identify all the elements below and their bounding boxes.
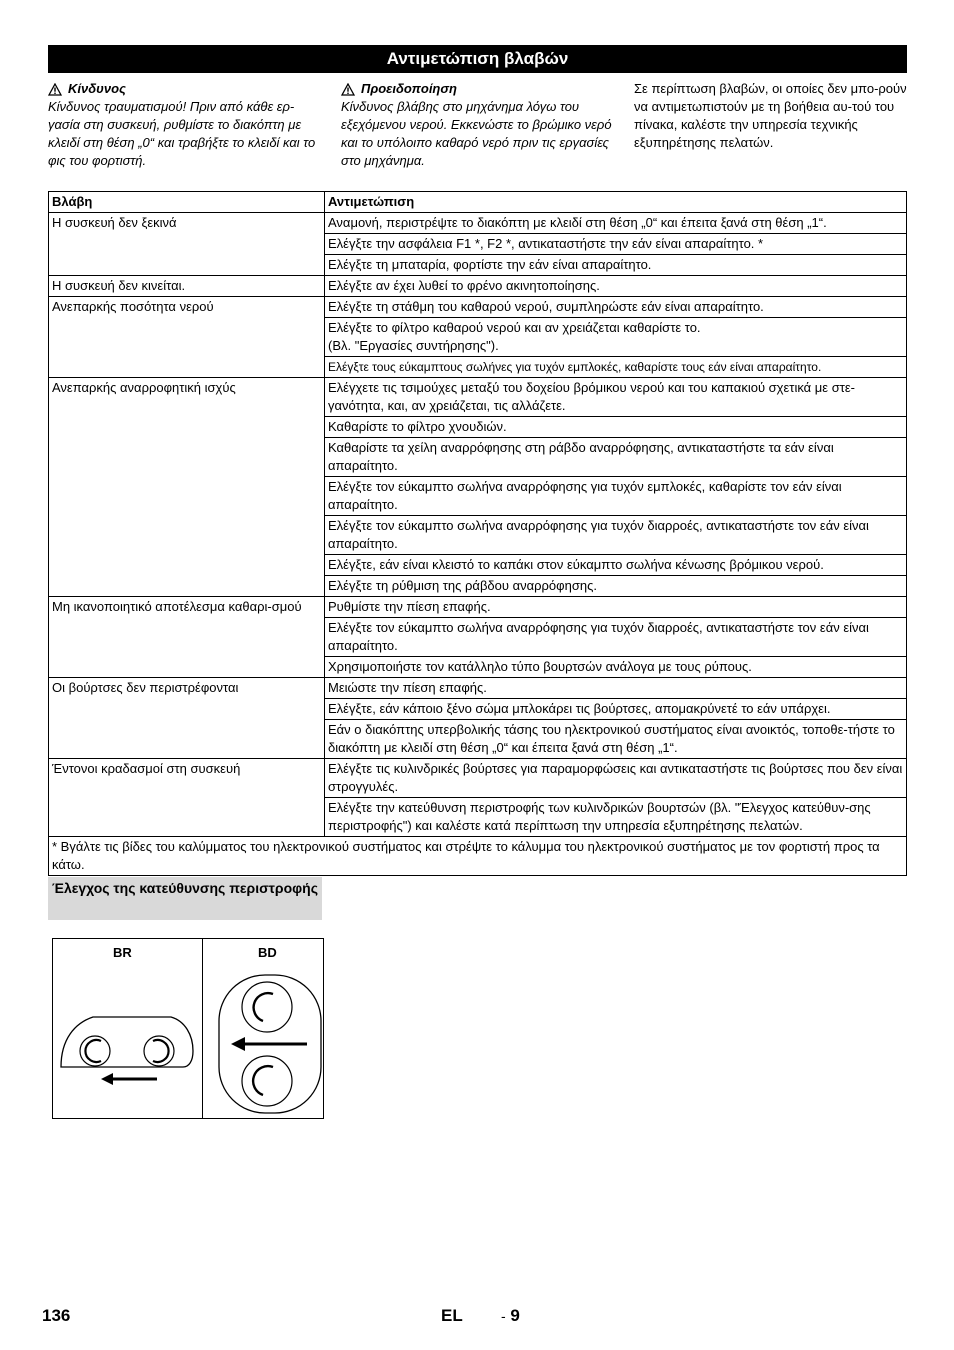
remedy-cell: Ελέγχετε τις τσιμούχες μεταξύ του δοχείου βρόμικου νερού και του καπακιού σχετικά με στε-γανότητα, και, αν χρειάζεται, τις αλλάζετε. (325, 378, 907, 417)
rotation-section-heading: Έλεγχος της κατεύθυνσης περιστροφής (48, 877, 322, 920)
fault-cell: Έντονοι κραδασμοί στη συσκευή (49, 759, 325, 837)
remedy-cell: Ελέγξτε, εάν κάποιο ξένο σώμα μπλοκάρει τις βούρτσες, απομακρύνετέ το εάν υπάρχει. (325, 699, 907, 720)
table-row (49, 276, 907, 297)
page-title: Αντιμετώπιση βλαβών (48, 45, 907, 73)
remedy-cell: Χρησιμοποιήστε τον κατάλληλο τύπο βουρτσών ανάλογα με τους ρύπους. (325, 657, 907, 678)
remedy-cell: Ελέγξτε την κατεύθυνση περιστροφής των κυλινδρικών βουρτσών (βλ. "Έλεγχος κατεύθυν-σης περιστροφής") και καλέστε κατά περίπτωση την υπηρεσία εξυπηρέτησης πελατών. (325, 798, 907, 837)
remedy-cell: Ρυθμίστε την πίεση επαφής. (325, 597, 907, 618)
remedy-cell: Ελέγξτε αν έχει λυθεί το φρένο ακινητοποίησης. (325, 276, 907, 297)
danger-heading-text: Κίνδυνος (68, 81, 126, 96)
warning-triangle-icon (48, 83, 62, 96)
language-code: EL (441, 1306, 463, 1325)
table-header-row (49, 192, 907, 213)
bd-top-brush-icon (242, 982, 292, 1032)
warning-triangle-icon (341, 83, 355, 96)
remedy-cell: Ελέγξτε τον εύκαμπτο σωλήνα αναρρόφησης για τυχόν εμπλοκές, καθαρίστε τον εάν είναι απαραίτητο. (325, 477, 907, 516)
rotation-diagram (52, 938, 324, 1119)
footer-dash: - (501, 1308, 506, 1324)
remedy-cell: Ελέγξτε, εάν είναι κλειστό το καπάκι στον εύκαμπτο σωλήνα κένωσης βρόμικου νερού. (325, 555, 907, 576)
header-fault: Βλάβη (49, 192, 325, 213)
bd-bottom-brush-icon (242, 1056, 292, 1106)
remedy-cell: Ελέγξτε την ασφάλεια F1 *, F2 *, αντικαταστήστε την εάν είναι απαραίτητο. * (325, 234, 907, 255)
section-page-number (501, 1306, 520, 1326)
label-br: BR (113, 945, 132, 960)
bd-arrow-left-icon (231, 1037, 307, 1051)
header-remedy: Αντιμετώπιση (325, 192, 907, 213)
remedy-cell: Ελέγξτε τη ρύθμιση της ράβδου αναρρόφησης. (325, 576, 907, 597)
fault-cell: Οι βούρτσες δεν περιστρέφονται (49, 678, 325, 759)
remedy-cell: Καθαρίστε τα χείλη αναρρόφησης στη ράβδο αναρρόφησης, αντικαταστήστε τα εάν είναι απαραίτητο. (325, 438, 907, 477)
remedy-cell: Ελέγξτε τη στάθμη του καθαρού νερού, συμπληρώστε εάν είναι απαραίτητο. (325, 297, 907, 318)
intro-paragraph (634, 80, 907, 152)
table-footnote: * Βγάλτε τις βίδες του καλύμματος του ηλεκτρονικού συστήματος και στρέψτε το κάλυμμα του ηλεκτρονικού συστήματος με τον φορτιστή προς τα κάτω. (49, 837, 907, 876)
table-row (49, 759, 907, 798)
fault-cell: Ανεπαρκής αναρροφητική ισχύς (49, 378, 325, 597)
remedy-cell: Ελέγξτε τον εύκαμπτο σωλήνα αναρρόφησης για τυχόν διαρροές, αντικαταστήστε τον εάν είναι απαραίτητο. (325, 618, 907, 657)
remedy-cell: Ελέγξτε τους εύκαμπτους σωλήνες για τυχόν εμπλοκές, καθαρίστε τους εάν είναι απαραίτητο. (325, 357, 907, 378)
table-row (49, 378, 907, 417)
intro-text: Σε περίπτωση βλαβών, οι οποίες δεν μπο-ρούν να αντιμετωπιστούν με τη βοήθεια αυ-τού του πίνακα, καλέστε την υπηρεσία τεχνικής εξυπηρέτησης πελατών. (634, 81, 907, 150)
warning-heading (341, 80, 621, 98)
fault-cell: Η συσκευή δεν ξεκινά (49, 213, 325, 276)
troubleshooting-table (48, 191, 907, 876)
remedy-cell: Μειώστε την πίεση επαφής. (325, 678, 907, 699)
warning-heading-text: Προειδοποίηση (361, 81, 457, 96)
remedy-cell: Αναμονή, περιστρέψτε το διακόπτη με κλειδί στη θέση „0“ και έπειτα ξανά στη θέση „1“. (325, 213, 907, 234)
warning-text: Κίνδυνος βλάβης στο μηχάνημα λόγω του εξεχόμενου νερού. Εκκενώστε το βρώμικο νερό και το υπόλοιπο καθαρό νερό πριν τις εργασίες στο μηχάνημα. (341, 99, 612, 168)
danger-notice (48, 80, 323, 170)
table-row (49, 678, 907, 699)
danger-text: Κίνδυνος τραυματισμού! Πριν από κάθε ερ-γασία στη συσκευή, ρυθμίστε το διακόπτη με κλειδί στη θέση „0“ και τραβήξτε το κλειδί και το φις του φορτιστή. (48, 99, 316, 168)
page-number: 136 (42, 1306, 71, 1325)
label-bd: BD (258, 945, 277, 960)
remedy-cell: Ελέγξτε τη μπαταρία, φορτίστε την εάν είναι απαραίτητο. (325, 255, 907, 276)
table-body (49, 213, 907, 837)
footnote-row (49, 837, 907, 876)
remedy-cell: Εάν ο διακόπτης υπερβολικής τάσης του ηλεκτρονικού συστήματος είναι ανοικτός, τοποθε-τήστε το διακόπτη με κλειδί στη θέση „0“ και έπειτα ξανά στη θέση „1“. (325, 720, 907, 759)
table-row (49, 597, 907, 618)
fault-cell: Ανεπαρκής ποσότητα νερού (49, 297, 325, 378)
br-right-brush-icon (144, 1036, 174, 1066)
fault-cell: Η συσκευή δεν κινείται. (49, 276, 325, 297)
remedy-cell: Ελέγξτε το φίλτρο καθαρού νερού και αν χρειάζεται καθαρίστε το. (Βλ. "Εργασίες συντήρησης"). (325, 318, 907, 357)
warning-notice (341, 80, 621, 170)
remedy-cell: Ελέγξτε τον εύκαμπτο σωλήνα αναρρόφησης για τυχόν διαρροές, αντικαταστήστε τον εάν είναι απαραίτητο. (325, 516, 907, 555)
fault-cell: Μη ικανοποιητικό αποτέλεσμα καθαρι-σμού (49, 597, 325, 678)
remedy-cell: Ελέγξτε τις κυλινδρικές βούρτσες για παραμορφώσεις και αντικαταστήστε τις βούρτσες που δεν είναι στρογγυλές. (325, 759, 907, 798)
danger-heading (48, 80, 323, 98)
br-left-brush-icon (80, 1036, 110, 1066)
footer-number: 9 (510, 1306, 520, 1325)
remedy-cell: Καθαρίστε το φίλτρο χνουδιών. (325, 417, 907, 438)
br-arrow-left-icon (101, 1073, 157, 1085)
table-row (49, 213, 907, 234)
table-row (49, 297, 907, 318)
br-brush-housing (61, 1017, 193, 1067)
